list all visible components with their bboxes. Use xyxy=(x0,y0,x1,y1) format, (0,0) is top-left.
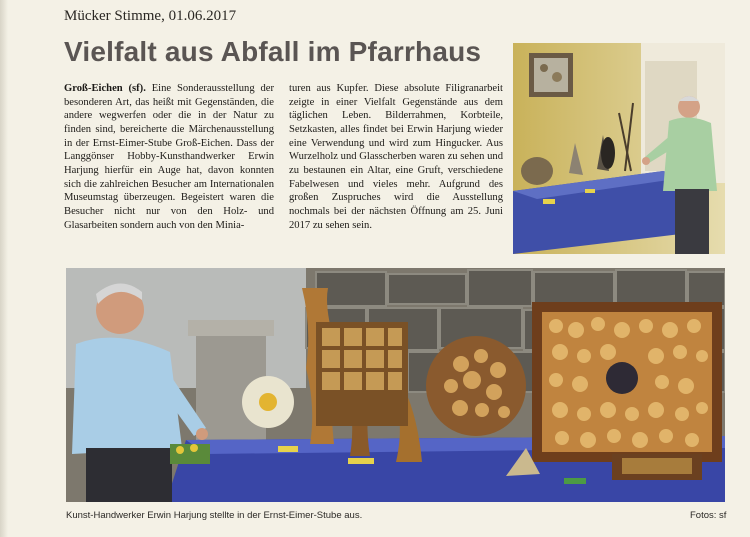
article-column-1 xyxy=(64,82,274,232)
article-text-2: turen aus Kupfer. Diese absolute Filigranarbeit zeigte in einer Vielfalt Gegenstände aus dem täglichen Leben. Bilderrahmen, Korbteile, Setzkasten, alles findet bei Erwin Harjung wieder eine Verwendung und wird zum Hingucker. Aus Wurzelholz und Glasscherben waren zu sehen und zu bestaunen ein Altar, eine Gruft, verschiedene Fabelwesen und vieles mehr. Aufgrund des großen Zuspruches wird die Ausstellung nochmals bei der nächsten Öffnung am 25. Juni 2017 zu sehen sein. xyxy=(289,83,503,231)
article-column-2 xyxy=(289,82,503,232)
dateline: Groß-Eichen (sf). xyxy=(64,83,146,94)
photo-exhibition-table-image xyxy=(513,43,725,254)
photo-exhibition-wall-image xyxy=(66,268,725,502)
masthead: Mücker Stimme, 01.06.2017 xyxy=(64,8,237,24)
headline: Vielfalt aus Abfall im Pfarrhaus xyxy=(64,36,482,67)
article-text-1: Eine Sonderausstellung der besonderen Art, das heißt mit Gegenständen, die andere wegwerfen oder die in der Natur zu finden sind, bereicherte die Märchenausstellung in der Ernst-Eimer-Stube Groß-Eichen. Dass der Langgönser Hobby-Kunsthandwerker Erwin Harjung hierfür ein Auge hat, davon konnten sich die zahlreichen Besucher am Internationalen Museumstag überzeugen. Begeistert waren die Besucher nicht nur von den Holz- und Glasarbeiten sondern auch von den Minia- xyxy=(64,83,274,231)
photo-exhibition-table xyxy=(513,43,725,254)
scan-edge xyxy=(0,0,8,537)
photo-caption: Kunst-Handwerker Erwin Harjung stellte in der Ernst-Eimer-Stube aus. xyxy=(66,510,363,521)
photo-credit: Fotos: sf xyxy=(690,510,727,521)
photo-exhibition-wall xyxy=(66,268,725,502)
